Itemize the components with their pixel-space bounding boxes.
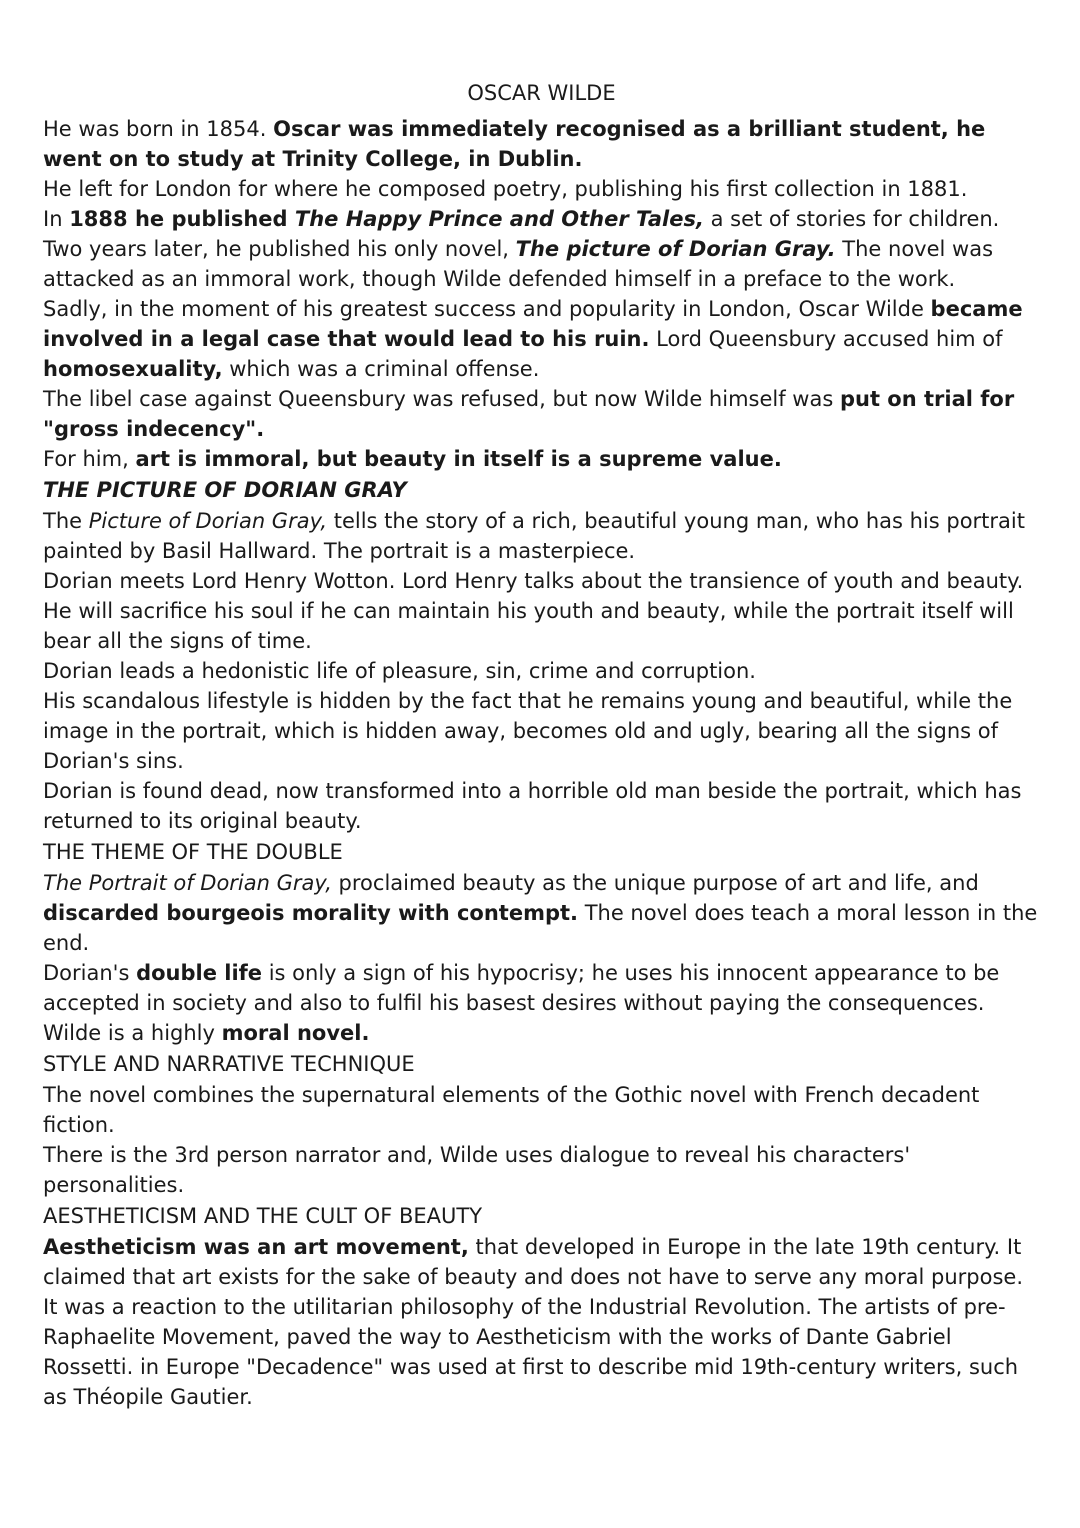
italic-run: Picture of Dorian Gray, bbox=[88, 509, 328, 533]
bold-run: moral novel. bbox=[221, 1021, 370, 1045]
text-run: In bbox=[43, 207, 70, 231]
text-run: The libel case against Queensbury was refused, but now Wilde himself was bbox=[43, 387, 840, 411]
bold-run: Oscar was immediately recognised as a brilliant student, he went on to study at Trinity College, in Dublin. bbox=[43, 117, 986, 171]
text-run: The novel does teach a moral lesson in the end. bbox=[43, 901, 1038, 955]
bold-run: became involved in a legal case that would lead to his ruin. bbox=[43, 297, 1023, 351]
bold-run: double life bbox=[136, 961, 263, 985]
text-run: He was born in 1854. bbox=[43, 117, 274, 141]
text-run: is only a sign of his hypocrisy; he uses his innocent appearance to be accepted in society and also to fulfil his basest desires without paying the consequences. bbox=[43, 961, 1000, 1015]
text-run: tells the story of a rich, beautiful young man, who has his portrait painted by Basil Hallward. The portrait is a masterpiece. bbox=[43, 509, 1025, 563]
bold-run: Aestheticism was an art movement, bbox=[43, 1235, 469, 1259]
paragraph-birth bbox=[43, 114, 1040, 174]
paragraph-art-beauty bbox=[43, 444, 1040, 474]
paragraph-legal-case bbox=[43, 294, 1040, 384]
paragraph-story bbox=[43, 506, 1040, 566]
text-run: a set of stories for children. Two years later, he published his only novel, bbox=[43, 207, 1000, 261]
dorian-gray-section bbox=[43, 474, 1040, 836]
text-run: that developed in Europe in the late 19th century. It claimed that art exists for the sake of beauty and does not have to serve any moral purpose. bbox=[43, 1235, 1024, 1289]
bold-run: put on trial for "gross indecency". bbox=[43, 387, 1015, 441]
biography-section bbox=[43, 114, 1040, 474]
text-run: proclaimed beauty as the unique purpose of art and life, and bbox=[331, 871, 979, 895]
text-run: The bbox=[43, 509, 89, 533]
paragraph-lord-henry: Dorian meets Lord Henry Wotton. Lord Henry talks about the transience of youth and beauty. He will sacrifice his soul if he can maintain his youth and beauty, while the portrait itself will bear all the signs of time. bbox=[43, 569, 1024, 653]
text-run: The novel was attacked as an immoral work, though Wilde defended himself in a preface to the work. bbox=[43, 237, 994, 291]
text-run: Lord Queensbury accused him of bbox=[649, 327, 1003, 351]
paragraph-art-movement bbox=[43, 1232, 1040, 1292]
text-run: which was a criminal offense. bbox=[222, 357, 540, 381]
section-heading-aestheticism: AESTHETICISM AND THE CULT OF BEAUTY bbox=[43, 1204, 483, 1228]
section-heading-style: STYLE AND NARRATIVE TECHNIQUE bbox=[43, 1052, 415, 1076]
text-run: For him, bbox=[43, 447, 136, 471]
paragraph-moral-novel bbox=[43, 1018, 1040, 1048]
bold-run: art is immoral, but beauty in itself is a supreme value. bbox=[135, 447, 782, 471]
bold-run: homosexuality, bbox=[43, 357, 223, 381]
text-run: Dorian's bbox=[43, 961, 137, 985]
section-heading-dorian-gray: THE PICTURE OF DORIAN GRAY bbox=[43, 478, 407, 502]
section-heading-theme-double: THE THEME OF THE DOUBLE bbox=[43, 840, 343, 864]
paragraph-hedonistic-life: Dorian leads a hedonistic life of pleasure, sin, crime and corruption. bbox=[43, 659, 756, 683]
paragraph-reaction: It was a reaction to the utilitarian philosophy of the Industrial Revolution. The artists of pre-Raphaelite Movement, paved the way to Aestheticism with the works of Dante Gabriel Rossetti. in Europe "Decadence" was used at first to describe mid 19th-century writers, such as Théopile Gautier. bbox=[43, 1295, 1019, 1409]
document-title: OSCAR WILDE bbox=[467, 81, 616, 105]
paragraph-scandalous-lifestyle: His scandalous lifestyle is hidden by the fact that he remains young and beautiful, while the image in the portrait, which is hidden away, becomes old and ugly, bearing all the signs of Dorian's sins. bbox=[43, 689, 1013, 773]
text-run: Sadly, in the moment of his greatest success and popularity in London, Oscar Wilde bbox=[43, 297, 931, 321]
paragraph-double-life bbox=[43, 958, 1040, 1018]
paragraph-beauty-purpose bbox=[43, 868, 1040, 958]
style-section bbox=[43, 1048, 1040, 1200]
bold-run: 1888 he published bbox=[69, 207, 295, 231]
paragraph-narrator: There is the 3rd person narrator and, Wilde uses dialogue to reveal his characters' personalities. bbox=[43, 1143, 911, 1197]
bold-italic-run: The picture of Dorian Gray. bbox=[515, 237, 836, 261]
bold-italic-run: The Happy Prince and Other Tales, bbox=[294, 207, 704, 231]
paragraph-publications bbox=[43, 204, 1040, 294]
bold-run: discarded bourgeois morality with contempt. bbox=[43, 901, 579, 925]
paragraph-gothic: The novel combines the supernatural elements of the Gothic novel with French decadent fiction. bbox=[43, 1083, 980, 1137]
text-run: Wilde is a highly bbox=[43, 1021, 222, 1045]
theme-double-section bbox=[43, 836, 1040, 1048]
italic-run: The Portrait of Dorian Gray, bbox=[43, 871, 332, 895]
aestheticism-section bbox=[43, 1200, 1040, 1412]
paragraph-death: Dorian is found dead, now transformed into a horrible old man beside the portrait, which has returned to its original beauty. bbox=[43, 779, 1022, 833]
paragraph-london: He left for London for where he composed poetry, publishing his first collection in 1881. bbox=[43, 177, 968, 201]
paragraph-trial bbox=[43, 384, 1040, 444]
